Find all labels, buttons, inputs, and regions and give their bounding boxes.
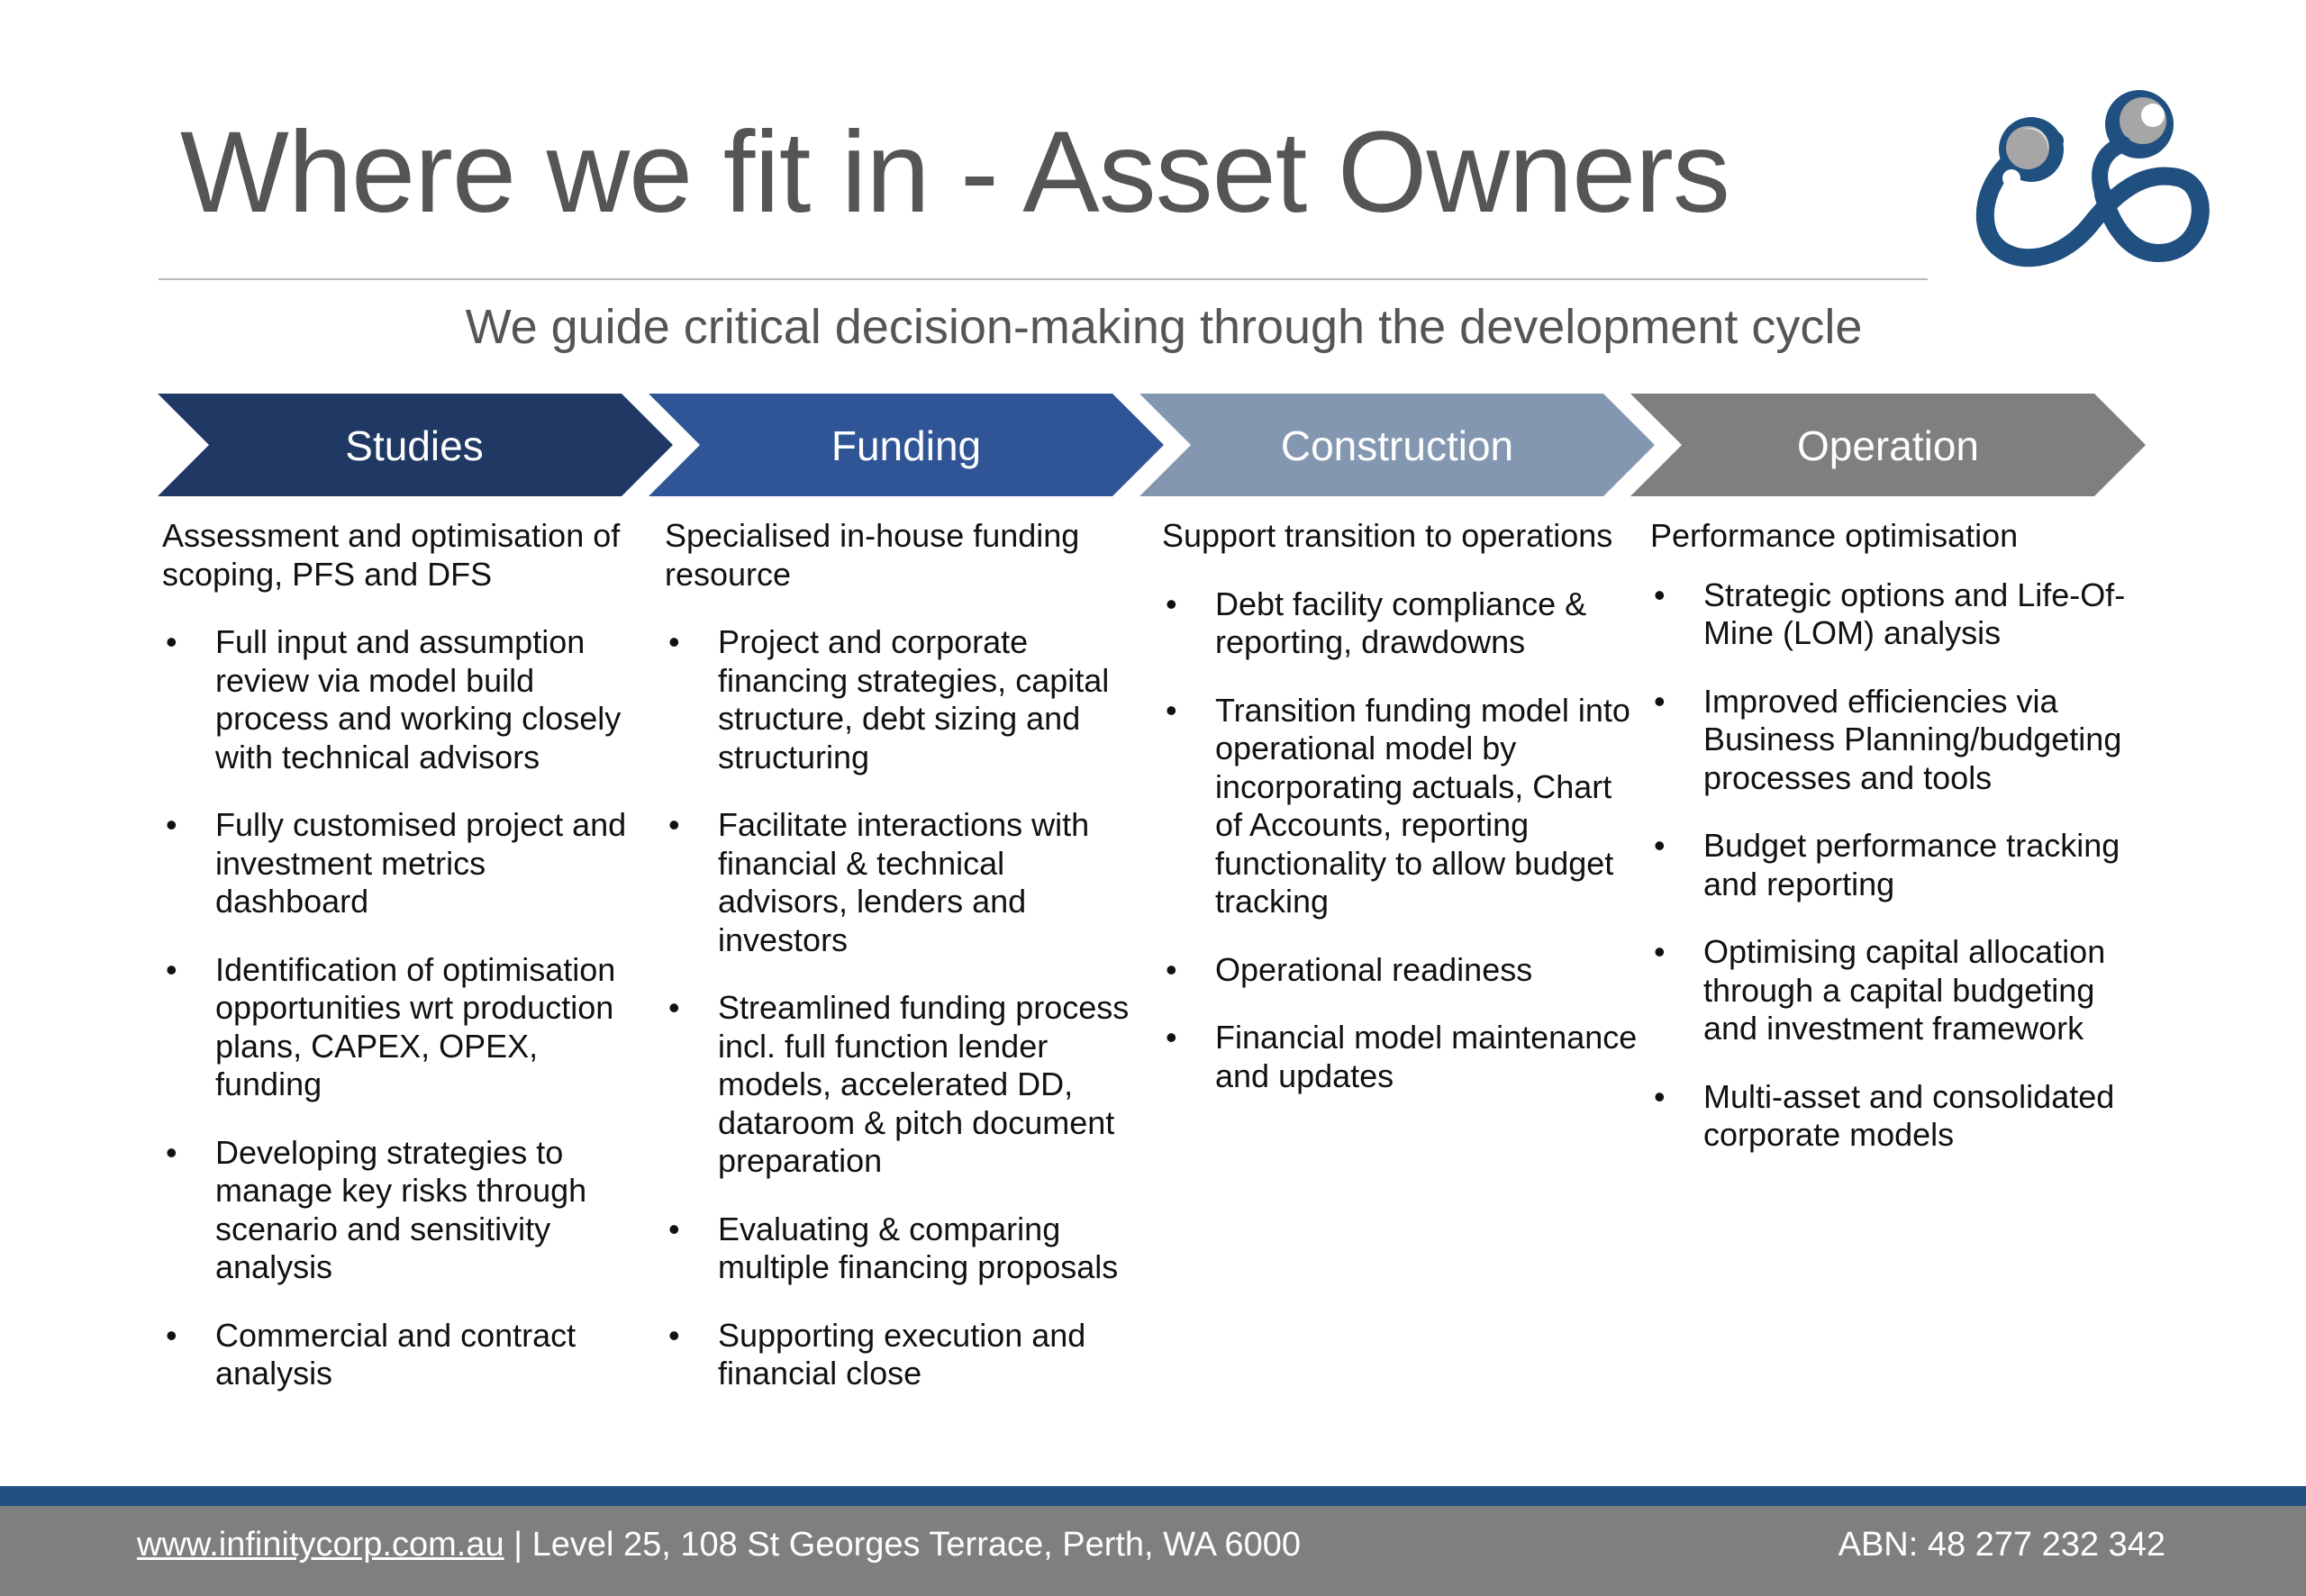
- list-item: • Full input and assumption review via model build process and working closely with technical advisors: [162, 623, 631, 776]
- construction-intro: Support transition to operations: [1162, 517, 1613, 554]
- funding-bullet-list: [665, 623, 1142, 1393]
- construction-bullet-list: [1162, 585, 1644, 1096]
- page-title: Where we fit in - Asset Owners: [180, 108, 1730, 237]
- chevron-label-construction: Construction: [1280, 422, 1514, 469]
- list-item: • Optimising capital allocation through a capital budgeting and investment framework: [1650, 933, 2128, 1048]
- footer-contact: [137, 1526, 1301, 1564]
- construction-column: [1162, 517, 1644, 1095]
- list-item: • Strategic options and Life-Of-Mine (LOM) analysis: [1650, 576, 2128, 653]
- website-link[interactable]: www.infinitycorp.com.au: [137, 1526, 504, 1564]
- footer-abn: ABN: 48 277 232 342: [1838, 1526, 2165, 1564]
- studies-column: [162, 517, 631, 1393]
- footer-address: | Level 25, 108 St Georges Terrace, Perth, WA 6000: [504, 1526, 1301, 1564]
- studies-intro: Assessment and optimisation of scoping, PFS and DFS: [162, 517, 621, 593]
- funding-column: [665, 517, 1142, 1393]
- list-item: • Project and corporate financing strategies, capital structure, debt sizing and structuring: [665, 623, 1142, 776]
- operation-intro: Performance optimisation: [1650, 517, 2019, 554]
- list-item: • Commercial and contract analysis: [162, 1317, 631, 1393]
- page-subtitle: We guide critical decision-making through the development cycle: [465, 300, 1863, 354]
- operation-bullet-list: [1650, 576, 2128, 1155]
- list-item: • Transition funding model into operational model by incorporating actuals, Chart of Accounts, reporting functionality to allow budget tracking: [1162, 692, 1644, 921]
- list-item: • Fully customised project and investment metrics dashboard: [162, 806, 631, 921]
- chevron-label-operation: Operation: [1796, 422, 1980, 469]
- operation-column: [1650, 517, 2128, 1155]
- list-item: • Operational readiness: [1162, 951, 1644, 990]
- list-item: • Developing strategies to manage key risks through scenario and sensitivity analysis: [162, 1134, 631, 1287]
- list-item: • Debt facility compliance & reporting, drawdowns: [1162, 585, 1644, 662]
- studies-bullet-list: [162, 623, 631, 1393]
- list-item: • Identification of optimisation opportunities wrt production plans, CAPEX, OPEX, funding: [162, 951, 631, 1104]
- list-item: • Budget performance tracking and reporting: [1650, 827, 2128, 903]
- list-item: • Improved efficiencies via Business Planning/budgeting processes and tools: [1650, 683, 2128, 798]
- list-item: • Evaluating & comparing multiple financing proposals: [665, 1211, 1142, 1287]
- list-item: • Supporting execution and financial close: [665, 1317, 1142, 1393]
- list-item: • Multi-asset and consolidated corporate models: [1650, 1078, 2128, 1155]
- chevron-label-funding: Funding: [831, 422, 982, 469]
- chevron-label-studies: Studies: [345, 422, 484, 469]
- footer-bar: [0, 1506, 2306, 1596]
- list-item: • Facilitate interactions with financial & technical advisors, lenders and investors: [665, 806, 1142, 959]
- funding-intro: Specialised in-house funding resource: [665, 517, 1080, 593]
- list-item: • Streamlined funding process incl. full function lender models, accelerated DD, dataroom & pitch document preparation: [665, 989, 1142, 1181]
- list-item: • Financial model maintenance and updates: [1162, 1019, 1644, 1095]
- footer-stripe: [0, 1486, 2306, 1506]
